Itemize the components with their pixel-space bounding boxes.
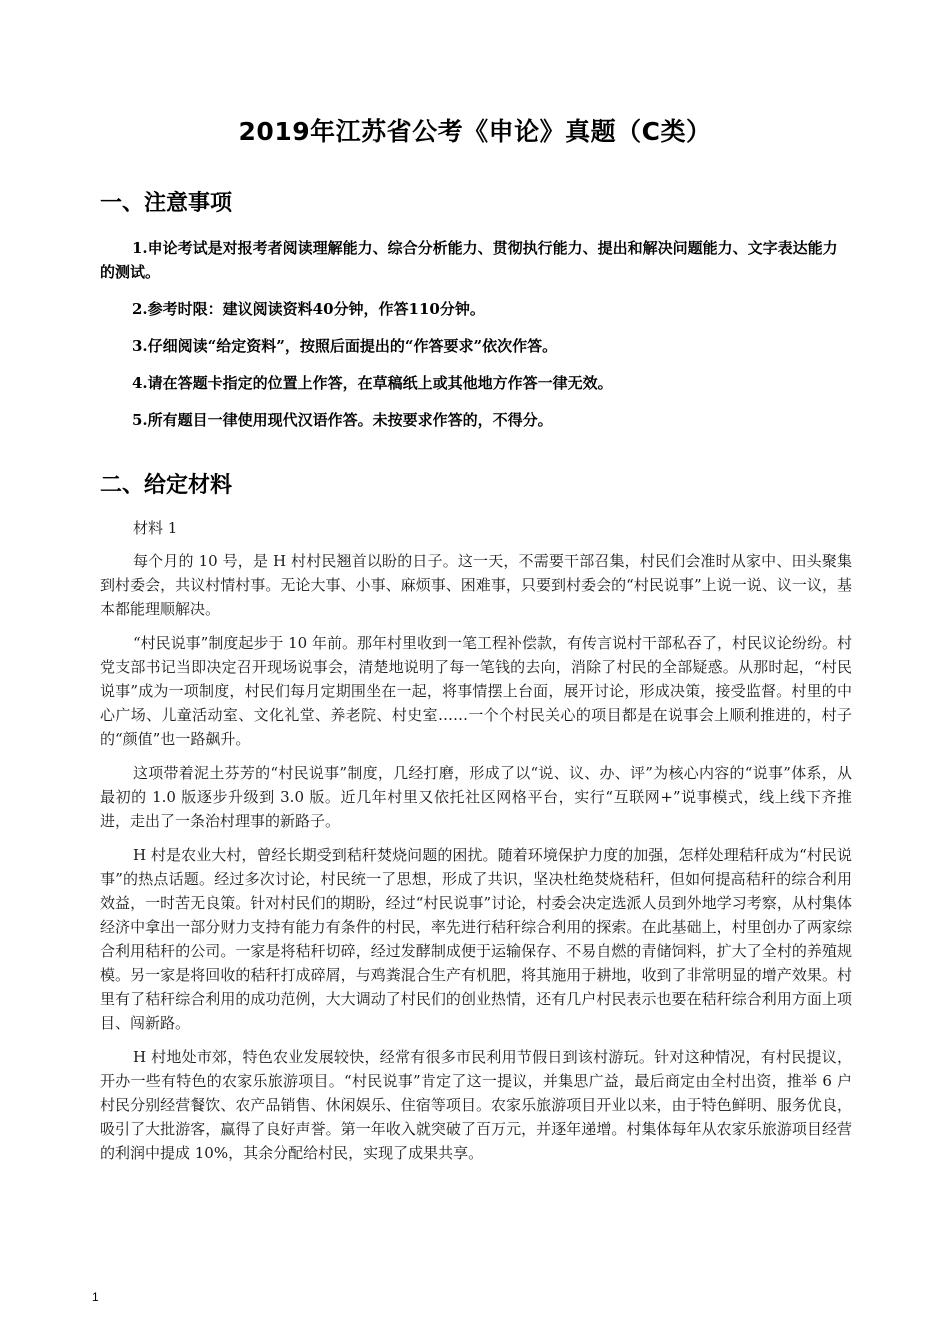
material-paragraph: H 村地处市郊，特色农业发展较快，经常有很多市民利用节假日到该村游玩。针对这种情况，有村民提议，开办一些有特色的农家乐旅游项目。“村民说事”肯定了这一提议，并集思广益，最后商定由全村出资，推举 6 户村民分别经营餐饮、农产品销售、休闲娱乐、住宿等项目。农家乐旅游项目开业以来，由于特色鲜明、服务优良，吸引了大批游客，赢得了良好声誉。第一年收入就突破了百万元，并逐年递增。村集体每年从农家乐旅游项目经营的利润中提成 10%，其余分配给村民，实现了成果共享。	[100, 1048, 852, 1162]
notes-list	[100, 236, 840, 445]
material-paragraph: 每个月的 10 号，是 H 村村民翘首以盼的日子。这一天，不需要干部召集，村民们会准时从家中、田头聚集到村委会，共议村情村事。无论大事、小事、麻烦事、困难事，只要到村委会的“村民说事”上说一说、议一议，基本都能理顺解决。	[100, 552, 852, 618]
material-paragraph: 这项带着泥土芬芳的“村民说事”制度，几经打磨，形成了以“说、议、办、评”为核心内容的“说事”体系，从最初的 1.0 版逐步升级到 3.0 版。近几年村里又依托社区网格平台，实行“互联网+”说事模式，线上线下齐推进，走出了一条治村理事的新路子。	[100, 764, 852, 830]
note-item: 1.申论考试是对报考者阅读理解能力、综合分析能力、贯彻执行能力、提出和解决问题能力、文字表达能力的测试。	[100, 239, 838, 281]
document-title: 2019年江苏省公考《申论》真题（C类）	[238, 117, 712, 146]
material-paragraph: H 村是农业大村，曾经长期受到秸秆焚烧问题的困扰。随着环境保护力度的加强，怎样处理秸秆成为“村民说事”的热点话题。经过多次讨论，村民统一了思想，形成了共识，坚决杜绝焚烧秸秆，但如何提高秸秆的综合利用效益，一时苦无良策。针对村民们的期盼，经过“村民说事”讨论，村委会决定选派人员到外地学习考察，从村集体经济中拿出一部分财力支持有能力有条件的村民，率先进行秸秆综合利用的探索。在此基础上，村里创办了两家综合利用秸秆的公司。一家是将秸秆切碎，经过发酵制成便于运输保存、不易自燃的青储饲料，扩大了全村的养殖规模。另一家是将回收的秸秆打成碎屑，与鸡粪混合生产有机肥，将其施用于耕地，收到了非常明显的增产效果。村里有了秸秆综合利用的成功范例，大大调动了村民们的创业热情，还有几户村民表示也要在秸秆综合利用方面上项目、闯新路。	[100, 846, 852, 1032]
material-label: 材料 1	[133, 519, 178, 537]
section-heading-notes: 一、注意事项	[100, 191, 233, 216]
note-item: 4.请在答题卡指定的位置上作答，在草稿纸上或其他地方作答一律无效。	[132, 374, 613, 392]
material-paragraph: “村民说事”制度起步于 10 年前。那年村里收到一笔工程补偿款，有传言说村干部私吞了，村民议论纷纷。村党支部书记当即决定召开现场说事会，清楚地说明了每一笔钱的去向，消除了村民的全部疑惑。从那时起，“村民说事”成为一项制度，村民们每月定期围坐在一起，将事情摆上台面，展开讨论，形成决策，接受监督。村里的中心广场、儿童活动室、文化礼堂、养老院、村史室……一个个村民关心的项目都是在说事会上顺利推进的，村子的“颜值”也一路飙升。	[100, 634, 852, 748]
note-item: 5.所有题目一律使用现代汉语作答。未按要求作答的，不得分。	[132, 411, 553, 429]
material-body	[100, 516, 852, 1175]
page-number: 1	[92, 1290, 99, 1304]
note-item: 3.仔细阅读“给定资料”，按照后面提出的“作答要求”依次作答。	[132, 337, 558, 355]
section-heading-materials: 二、给定材料	[100, 473, 233, 498]
note-item: 2.参考时限：建议阅读资料40分钟，作答110分钟。	[132, 300, 485, 318]
